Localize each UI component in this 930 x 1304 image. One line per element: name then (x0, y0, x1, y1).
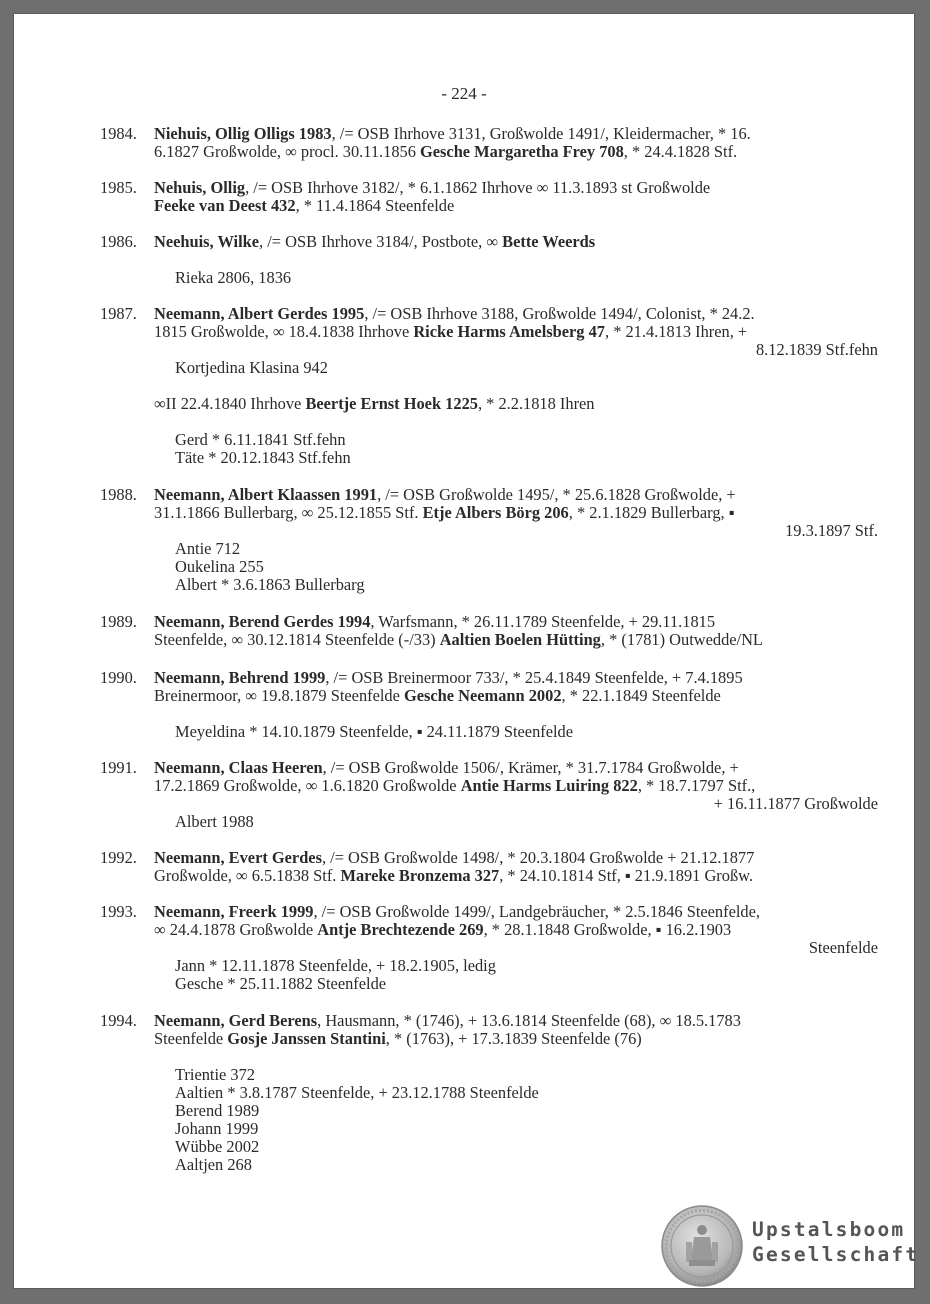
entry-text: 6.1827 Großwolde, ∞ procl. 30.11.1856 (154, 142, 421, 161)
entry-text: , * (1781) Outwedde/NL (600, 630, 763, 649)
spouse-name: Antje Brechtezende 269 (317, 920, 484, 939)
entry-text: Breinermoor, ∞ 19.8.1879 Steenfelde (154, 686, 404, 705)
child-item: Wübbe 2002 (175, 1137, 260, 1156)
entry-text: 17.2.1869 Großwolde, ∞ 1.6.1820 Großwolde (154, 776, 461, 795)
entry-text: , * 21.4.1813 Ihren, + (605, 322, 748, 341)
entry-text: Steenfelde, ∞ 30.12.1814 Steenfelde (-/33) (154, 630, 440, 649)
entry-number: 1985. (100, 178, 137, 197)
child-item: Kortjedina Klasina 942 (175, 358, 328, 377)
child-item: Meyeldina * 14.10.1879 Steenfelde, ▪ 24.11.1879 Steenfelde (175, 722, 574, 741)
brand-line-1: Upstalsboom (752, 1218, 906, 1241)
entry-text: , Warfsmann, * 26.11.1789 Steenfelde, + 29.11.1815 (370, 612, 716, 631)
entry-text: , * (1763), + 17.3.1839 Steenfelde (76) (385, 1029, 642, 1048)
entry-text: 8.12.1839 Stf.fehn (755, 340, 878, 359)
entry-text: , /= OSB Ihrhove 3182/, * 6.1.1862 Ihrhove ∞ 11.3.1893 st Großwolde (245, 178, 711, 197)
entry-number: 1987. (100, 304, 137, 323)
entry-number: 1991. (100, 758, 137, 777)
children-list (175, 813, 878, 831)
spouse-name: Ricke Harms Amelsberg 47 (413, 322, 605, 341)
person-name: Neemann, Behrend 1999 (154, 668, 326, 687)
society-logo-text (752, 1217, 919, 1267)
person-name: Neemann, Albert Gerdes 1995 (154, 304, 365, 323)
person-name: Neemann, Albert Klaassen 1991 (154, 485, 378, 504)
entry-text: + 16.11.1877 Großwolde (713, 794, 878, 813)
entry-text: , * 18.7.1797 Stf., (637, 776, 756, 795)
child-item: Antie 712 (175, 539, 241, 558)
person-name: Neemann, Freerk 1999 (154, 902, 314, 921)
entry-1985 (100, 179, 878, 215)
child-item: Täte * 20.12.1843 Stf.fehn (175, 448, 351, 467)
entry-text: Steenfelde (154, 1029, 228, 1048)
entry-text: , /= OSB Ihrhove 3188, Großwolde 1494/, Colonist, * 24.2. (364, 304, 755, 323)
entry-number: 1989. (100, 612, 137, 631)
entry-text: , * 2.1.1829 Bullerbarg, ▪ (568, 503, 735, 522)
entry-1989 (100, 613, 878, 649)
entry-number: 1992. (100, 848, 137, 867)
entry-1984 (100, 125, 878, 161)
spouse-name: Gosje Janssen Stantini (227, 1029, 386, 1048)
entry-number: 1993. (100, 902, 137, 921)
spouse-name: Etje Albers Börg 206 (422, 503, 569, 522)
entry-text: 1815 Großwolde, ∞ 18.4.1838 Ihrhove (154, 322, 414, 341)
entry-text: , * 22.1.1849 Steenfelde (561, 686, 721, 705)
child-item: Aaltien * 3.8.1787 Steenfelde, + 23.12.1788 Steenfelde (175, 1083, 539, 1102)
entry-1988 (100, 486, 878, 594)
entry-1994 (100, 1012, 878, 1174)
children-list (175, 1066, 878, 1174)
spouse-name: Aaltien Boelen Hütting (439, 630, 601, 649)
child-item: Gerd * 6.11.1841 Stf.fehn (175, 430, 346, 449)
entry-number: 1994. (100, 1011, 137, 1030)
entry-1987 (100, 305, 878, 467)
child-item: Berend 1989 (175, 1101, 260, 1120)
spouse-name: Antie Harms Luiring 822 (460, 776, 638, 795)
entry-text: , /= OSB Großwolde 1499/, Landgebräucher, * 2.5.1846 Steenfelde, (313, 902, 760, 921)
entry-text: , Hausmann, * (1746), + 13.6.1814 Steenfelde (68), ∞ 18.5.1783 (317, 1011, 741, 1030)
entry-text: Großwolde, ∞ 6.5.1838 Stf. (154, 866, 341, 885)
entry-text: , /= OSB Ihrhove 3131, Großwolde 1491/, Kleidermacher, * 16. (331, 124, 751, 143)
children-list (175, 431, 878, 467)
entry-text: , /= OSB Ihrhove 3184/, Postbote, ∞ (259, 232, 503, 251)
entry-text: , * 2.2.1818 Ihren (477, 394, 595, 413)
entry-text: , * 28.1.1848 Großwolde, ▪ 16.2.1903 (483, 920, 732, 939)
entry-1992 (100, 849, 878, 885)
entry-text: ∞ 24.4.1878 Großwolde (154, 920, 318, 939)
entry-text: , * 11.4.1864 Steenfelde (295, 196, 455, 215)
child-item: Gesche * 25.11.1882 Steenfelde (175, 974, 387, 993)
child-item: Jann * 12.11.1878 Steenfelde, + 18.2.1905, ledig (175, 956, 496, 975)
child-item: Aaltjen 268 (175, 1155, 252, 1174)
children-list (175, 269, 878, 287)
spouse-name: Bette Weerds (502, 232, 596, 251)
entry-number: 1984. (100, 124, 137, 143)
entry-text: 31.1.1866 Bullerbarg, ∞ 25.12.1855 Stf. (154, 503, 423, 522)
spouse-name: Mareke Bronzema 327 (340, 866, 500, 885)
child-item: Johann 1999 (175, 1119, 259, 1138)
entry-number: 1990. (100, 668, 137, 687)
children-list (175, 359, 878, 377)
children-list (175, 540, 878, 594)
children-list (175, 723, 878, 741)
entry-text: Steenfelde (808, 938, 878, 957)
entry-text: ∞II 22.4.1840 Ihrhove (154, 394, 306, 413)
person-name: Neemann, Gerd Berens (154, 1011, 318, 1030)
person-name: Neemann, Evert Gerdes (154, 848, 322, 867)
page-number: - 224 - (441, 84, 487, 103)
entry-1991 (100, 759, 878, 831)
second-marriage (154, 395, 878, 413)
entry-number: 1988. (100, 485, 137, 504)
entry-text: , /= OSB Großwolde 1506/, Krämer, * 31.7.1784 Großwolde, + (322, 758, 739, 777)
person-name: Nehuis, Ollig (154, 178, 246, 197)
children-list (175, 957, 878, 993)
spouse-name: Gesche Neemann 2002 (404, 686, 562, 705)
child-item: Trientie 372 (175, 1065, 255, 1084)
entry-text: , /= OSB Großwolde 1498/, * 20.3.1804 Großwolde + 21.12.1877 (321, 848, 755, 867)
person-name: Neehuis, Wilke (154, 232, 260, 251)
person-name: Niehuis, Ollig Olligs 1983 (154, 124, 332, 143)
entry-1993 (100, 903, 878, 993)
child-item: Albert 1988 (175, 812, 254, 831)
brand-line-2: Gesellschaft (752, 1243, 920, 1266)
spouse-name: Gesche Margaretha Frey 708 (420, 142, 624, 161)
person-name: Neemann, Claas Heeren (154, 758, 323, 777)
entry-text: , /= OSB Großwolde 1495/, * 25.6.1828 Großwolde, + (377, 485, 736, 504)
spouse-name: Beertje Ernst Hoek 1225 (305, 394, 478, 413)
person-name: Neemann, Berend Gerdes 1994 (154, 612, 371, 631)
child-item: Albert * 3.6.1863 Bullerbarg (175, 575, 365, 594)
child-item: Rieka 2806, 1836 (175, 268, 292, 287)
document-page (14, 14, 920, 1288)
child-item: Oukelina 255 (175, 557, 264, 576)
entry-1990 (100, 669, 878, 741)
entry-text: 19.3.1897 Stf. (785, 521, 878, 540)
entry-text: , /= OSB Breinermoor 733/, * 25.4.1849 Steenfelde, + 7.4.1895 (325, 668, 743, 687)
entry-number: 1986. (100, 232, 137, 251)
entry-text: , * 24.10.1814 Stf, ▪ 21.9.1891 Großw. (499, 866, 754, 885)
entry-1986 (100, 233, 878, 287)
society-seal-icon (660, 1204, 744, 1288)
entry-text: , * 24.4.1828 Stf. (623, 142, 738, 161)
spouse-name: Feeke van Deest 432 (154, 196, 296, 215)
